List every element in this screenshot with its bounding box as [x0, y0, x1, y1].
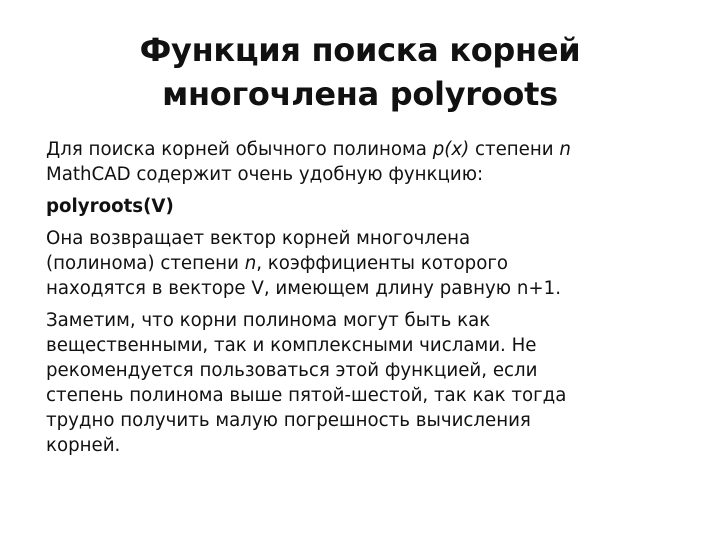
- paragraph-description-line-3: находятся в векторе V, имеющем длину равную n+1.: [46, 278, 561, 299]
- slide-title-line-1: Функция поиска корней: [139, 31, 581, 69]
- slide-title-line-2: многочлена polyroots: [162, 75, 558, 113]
- paragraph-note-line-6: корней.: [46, 435, 121, 456]
- text-run-italic: p(x): [432, 139, 470, 160]
- paragraph-description: [46, 226, 686, 301]
- paragraph-description-line-1: Она возвращает вектор корней многочлена: [46, 228, 471, 249]
- paragraph-intro-line-2: MathCAD содержит очень удобную функцию:: [46, 164, 484, 185]
- paragraph-note-line-1: Заметим, что корни полинома могут быть как: [46, 310, 491, 331]
- paragraph-note-line-2: вещественными, так и комплексными числами. Не: [46, 335, 537, 356]
- text-run-italic: n: [559, 139, 571, 160]
- paragraph-note-line-3: рекомендуется пользоваться этой функцией, если: [46, 360, 538, 381]
- paragraph-note: [46, 308, 686, 458]
- text-run: степени: [469, 139, 560, 160]
- paragraph-description-line-2: [46, 251, 686, 276]
- text-run-italic: n: [244, 253, 257, 274]
- paragraph-intro: [46, 137, 686, 187]
- slide-title: [60, 28, 660, 116]
- paragraph-note-line-4: степень полинома выше пятой-шестой, так как тогда: [46, 385, 567, 406]
- paragraph-function-name: [46, 194, 686, 219]
- slide-body: [46, 137, 686, 458]
- text-run: (полинома) степени: [46, 253, 245, 274]
- text-run: , коэффициенты которого: [256, 253, 509, 274]
- paragraph-note-line-5: трудно получить малую погрешность вычисления: [46, 410, 531, 431]
- paragraph-intro-line-1: [46, 137, 686, 162]
- text-run: Для поиска корней обычного полинома: [46, 139, 433, 160]
- function-name: polyroots(V): [46, 196, 174, 217]
